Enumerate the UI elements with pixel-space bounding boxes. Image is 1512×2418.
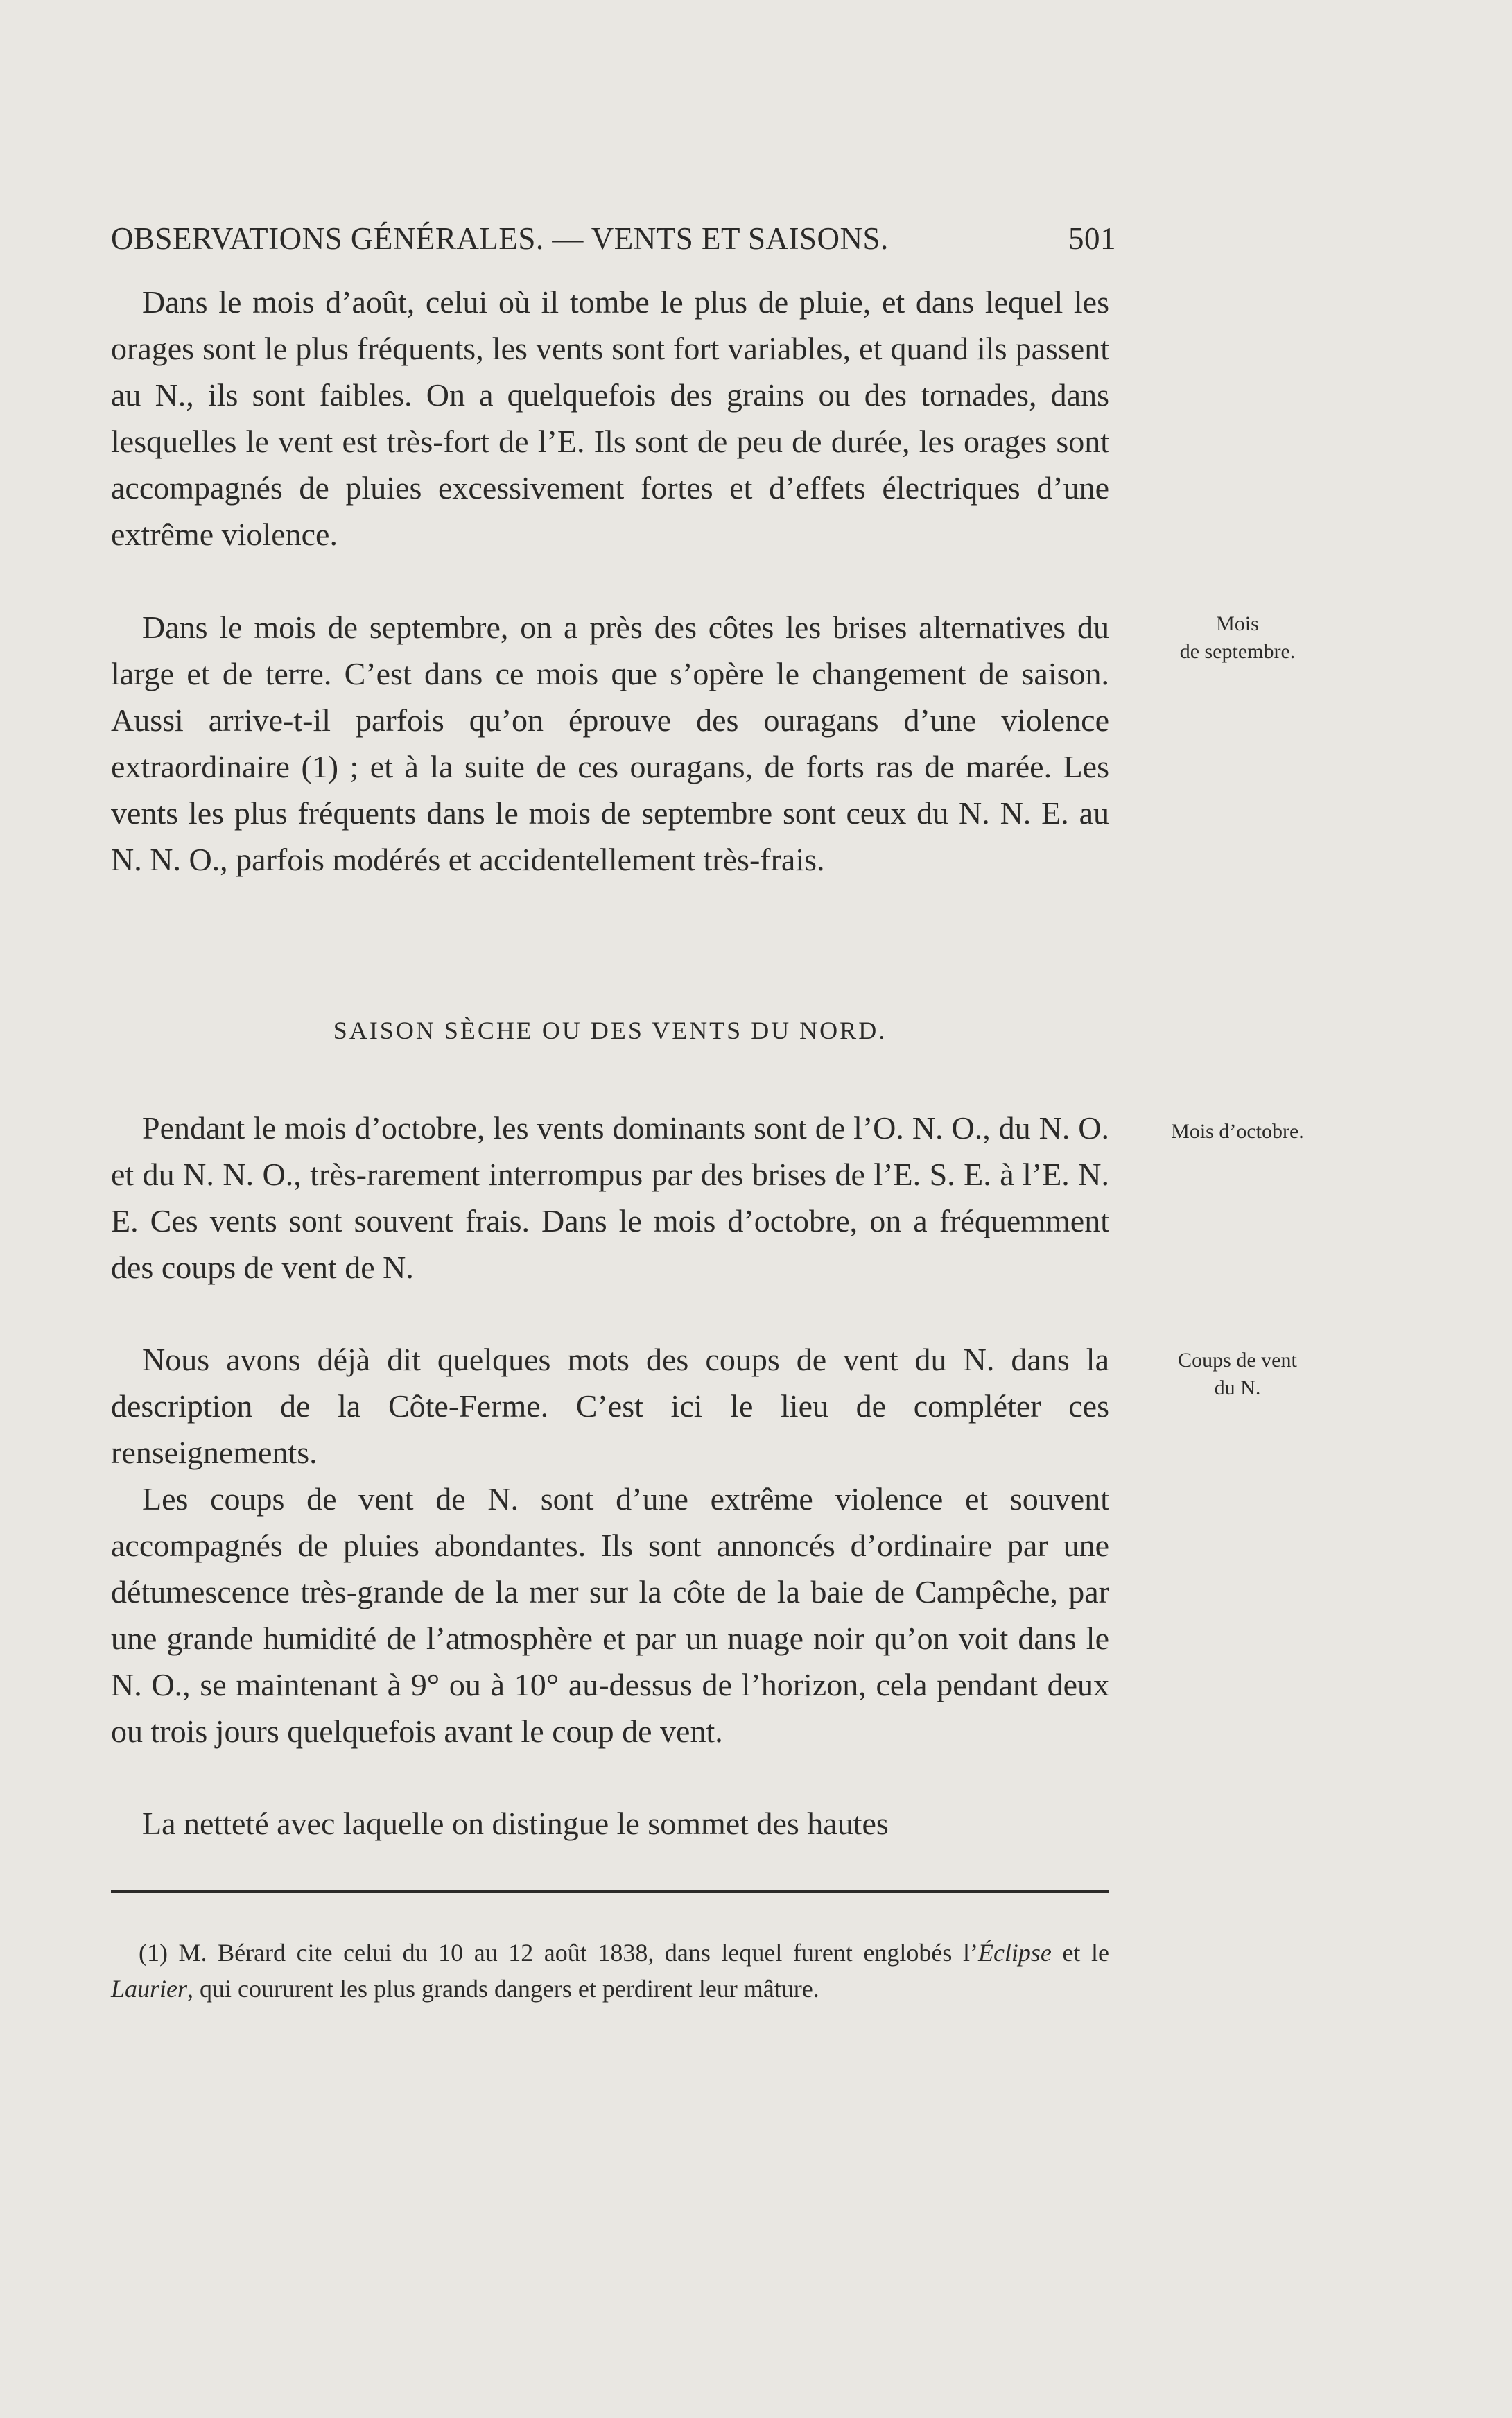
paragraph-north-gales: Les coups de vent de N. sont d’une extrême violence et souvent accompagnés de pluies abondantes. Ils sont annoncés d’ordinaire par une détumescence très-grande de la mer sur la côte de la baie de Campêche, par une grande humidité de l’atmosphère et par un nuage noir qu’on voit dans le N. O., se maintenant à 9° ou à 10° au-dessus de l’horizon, cela pendant deux ou trois jours quelquefois avant le coup de vent. <box>111 1481 1109 1749</box>
margin-note-line: de septembre. <box>1179 640 1296 663</box>
margin-note-line: Mois <box>1216 612 1259 635</box>
margin-note-north-gales <box>1144 1347 1331 1402</box>
paragraph-clarity: La netteté avec laquelle on distingue le sommet des hautes <box>142 1806 889 1841</box>
footnote-ship-name: Laurier <box>111 1975 188 2003</box>
margin-note-line: Mois d’octobre. <box>1171 1120 1304 1143</box>
footnote <box>111 1935 1109 2007</box>
header-title: OBSERVATIONS GÉNÉRALES. — VENTS ET SAISONS. <box>111 221 889 256</box>
footnote-text: , qui coururent les plus grands dangers et perdirent leur mâture. <box>187 1975 819 2003</box>
margin-note-line: Coups de vent <box>1178 1349 1297 1372</box>
paragraph-north-winds-intro: Nous avons déjà dit quelques mots des coups de vent du N. dans la description de la Côte-Ferme. C’est ici le lieu de compléter ces renseignements. <box>111 1342 1109 1470</box>
margin-note-october <box>1144 1118 1331 1146</box>
running-header <box>111 221 1116 257</box>
paragraph-october: Pendant le mois d’octobre, les vents dominants sont de l’O. N. O., du N. O. et du N. N. O., très-rarement interrompus par des brises de l’E. S. E. à l’E. N. E. Ces vents sont souvent frais. Dans le mois d’octobre, on a fréquemment des coups de vent de N. <box>111 1110 1109 1285</box>
footnote-divider <box>111 1890 1109 1893</box>
paragraph-september: Dans le mois de septembre, on a près des côtes les brises alternatives du large et de terre. C’est dans ce mois que s’opère le changement de saison. Aussi arrive-t-il parfois qu’on éprouve des ouragans d’une violence extraordinaire (1) ; et à la suite de ces ouragans, de forts ras de marée. Les vents les plus fréquents dans le mois de septembre sont ceux du N. N. E. au N. N. O., parfois modérés et accidentellement très-frais. <box>111 610 1109 877</box>
section-heading: SAISON SÈCHE OU DES VENTS DU NORD. <box>333 1017 887 1044</box>
paragraph-august: Dans le mois d’août, celui où il tombe le plus de pluie, et dans lequel les orages sont le plus fréquents, les vents sont fort variables, et quand ils passent au N., ils sont faibles. On a quelquefois des grains ou des tornades, dans lesquelles le vent est très-fort de l’E. Ils sont de peu de durée, les orages sont accompagnés de pluies excessivement fortes et d’effets électriques d’une extrême violence. <box>111 284 1109 552</box>
page-number: 501 <box>1068 221 1116 256</box>
margin-note-september <box>1144 610 1331 666</box>
footnote-text: et le <box>1051 1939 1109 1967</box>
footnote-text: (1) M. Bérard cite celui du 10 au 12 août 1838, dans lequel furent englobés l’ <box>139 1939 978 1967</box>
margin-note-line: du N. <box>1214 1376 1261 1399</box>
footnote-ship-name: Éclipse <box>977 1939 1052 1967</box>
